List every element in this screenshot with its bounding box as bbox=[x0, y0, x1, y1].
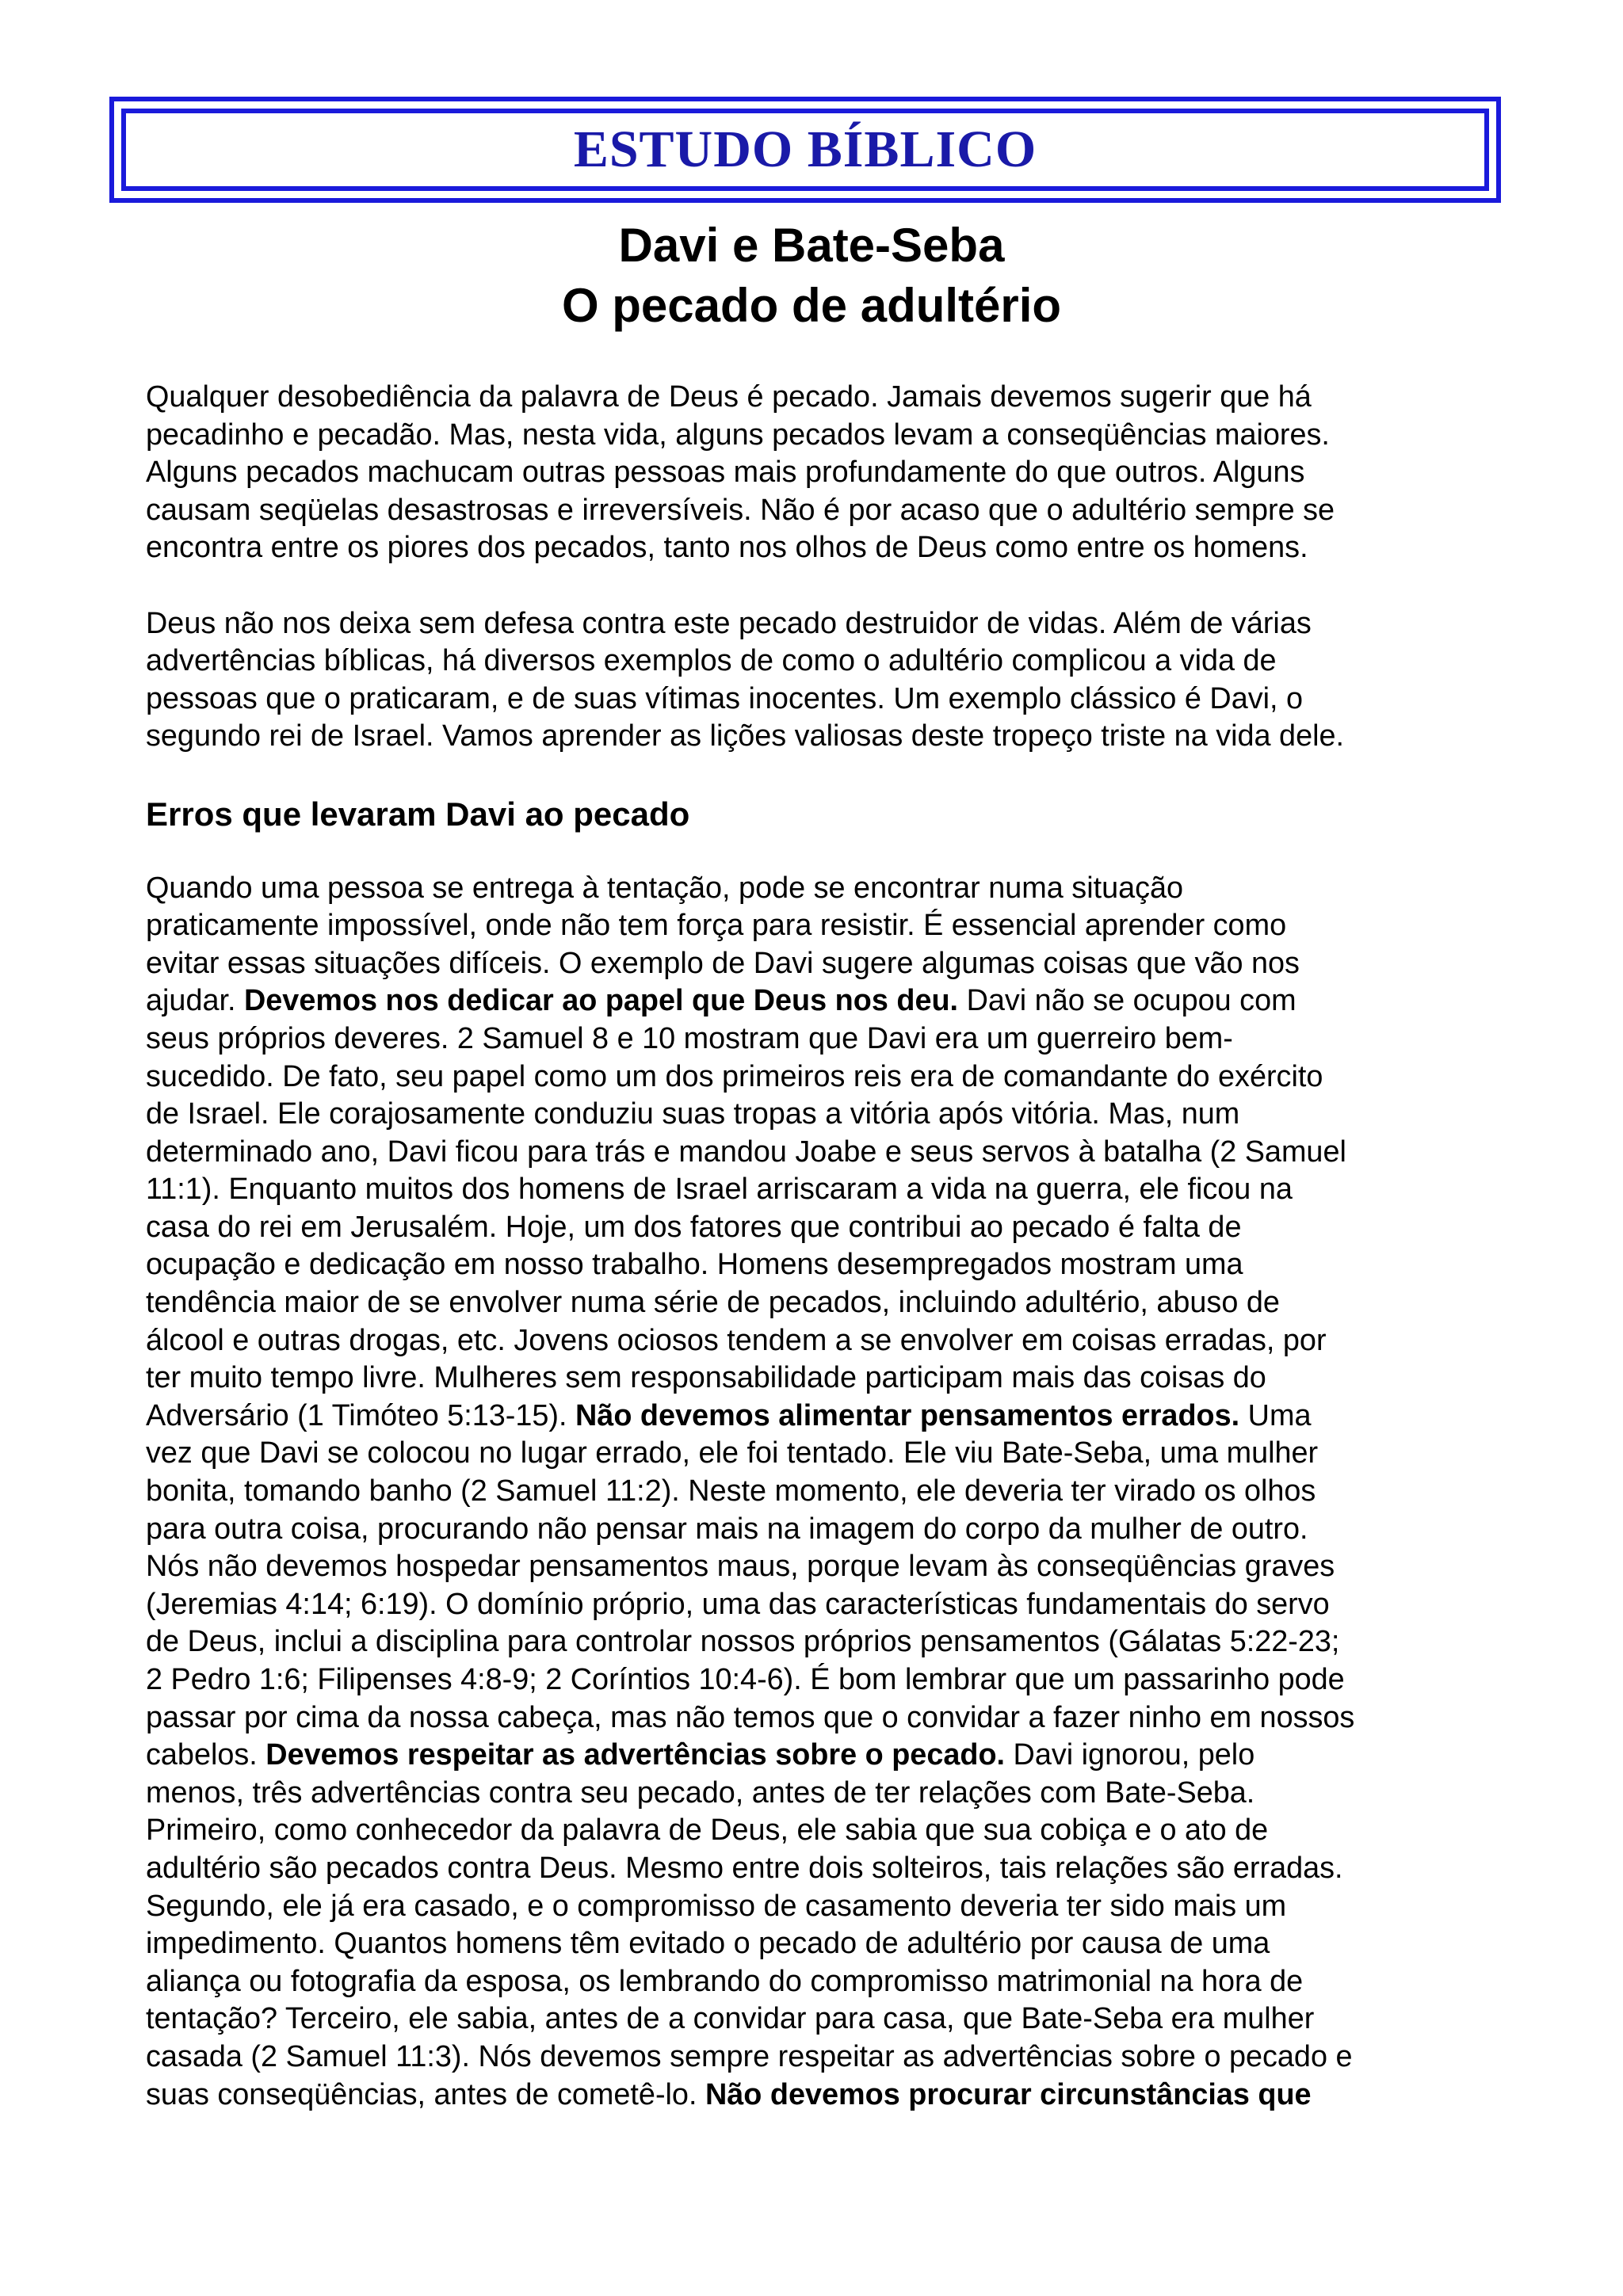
text-line: casada (2 Samuel 11:3). Nós devemos sempre respeitar as advertências sobre o pecado e bbox=[146, 2039, 1353, 2073]
header-inner-frame bbox=[121, 109, 1489, 191]
title-line-1: Davi e Bate-Seba bbox=[618, 219, 1005, 272]
text-line: impedimento. Quantos homens têm evitado o pecado de adultério por causa de uma bbox=[146, 1927, 1270, 1961]
text-line: Quando uma pessoa se entrega à tentação, pode se encontrar numa situação bbox=[146, 871, 1184, 905]
bold-point: Não devemos procurar circunstâncias que bbox=[705, 2077, 1312, 2111]
text-segment: cabelos. bbox=[146, 1738, 266, 1772]
document-title bbox=[0, 215, 1623, 336]
intro-paragraph-1 bbox=[146, 379, 1493, 567]
text-segment: Davi ignorou, pelo bbox=[1005, 1738, 1255, 1772]
text-line bbox=[146, 2077, 1493, 2115]
text-line: determinado ano, Davi ficou para trás e mandou Joabe e seus servos à batalha (2 Samuel bbox=[146, 1135, 1346, 1169]
text-line: segundo rei de Israel. Vamos aprender as lições valiosas deste tropeço triste na vida dele. bbox=[146, 719, 1345, 753]
section-paragraph bbox=[146, 870, 1493, 2115]
text-line: Alguns pecados machucam outras pessoas mais profundamente do que outros. Alguns bbox=[146, 456, 1305, 490]
text-line: Deus não nos deixa sem defesa contra este pecado destruidor de vidas. Além de várias bbox=[146, 606, 1312, 640]
text-line: para outra coisa, procurando não pensar mais na imagem do corpo da mulher de outro. bbox=[146, 1512, 1308, 1546]
text-line: advertências bíblicas, há diversos exemplos de como o adultério complicou a vida de bbox=[146, 644, 1277, 678]
text-segment: Uma bbox=[1239, 1398, 1312, 1432]
text-line: aliança ou fotografia da esposa, os lembrando do compromisso matrimonial na hora de bbox=[146, 1964, 1304, 1998]
text-line: ter muito tempo livre. Mulheres sem responsabilidade participam mais das coisas do bbox=[146, 1361, 1266, 1395]
text-line bbox=[146, 982, 1493, 1020]
text-line: praticamente impossível, onde não tem força para resistir. É essencial aprender como bbox=[146, 909, 1287, 943]
text-segment: Davi não se ocupou com bbox=[958, 984, 1296, 1018]
text-line: bonita, tomando banho (2 Samuel 11:2). Neste momento, ele deveria ter virado os olhos bbox=[146, 1474, 1316, 1508]
text-line: seus próprios deveres. 2 Samuel 8 e 10 mostram que Davi era um guerreiro bem- bbox=[146, 1021, 1233, 1055]
text-line: 2 Pedro 1:6; Filipenses 4:8-9; 2 Coríntios 10:4-6). É bom lembrar que um passarinho pode bbox=[146, 1663, 1345, 1696]
text-line: ocupação e dedicação em nosso trabalho. Homens desempregados mostram uma bbox=[146, 1248, 1243, 1282]
text-line: álcool e outras drogas, etc. Jovens ociosos tendem a se envolver em coisas erradas, por bbox=[146, 1323, 1327, 1357]
intro-paragraph-2 bbox=[146, 605, 1493, 756]
text-line bbox=[146, 1398, 1493, 1436]
text-line: evitar essas situações difíceis. O exemplo de Davi sugere algumas coisas que vão nos bbox=[146, 946, 1300, 980]
text-line: causam seqüelas desastrosas e irreversíveis. Não é por acaso que o adultério sempre se bbox=[146, 493, 1335, 527]
text-line: Nós não devemos hospedar pensamentos maus, porque levam às conseqüências graves bbox=[146, 1550, 1335, 1584]
text-line: tendência maior de se envolver numa série de pecados, incluindo adultério, abuso de bbox=[146, 1286, 1280, 1320]
text-segment: Adversário (1 Timóteo 5:13-15). bbox=[146, 1398, 576, 1432]
text-line: de Deus, inclui a disciplina para controlar nossos próprios pensamentos (Gálatas 5:22-23; bbox=[146, 1625, 1340, 1659]
text-line: (Jeremias 4:14; 6:19). O domínio próprio, uma das características fundamentais do servo bbox=[146, 1587, 1330, 1621]
text-line: 11:1). Enquanto muitos dos homens de Israel arriscaram a vida na guerra, ele ficou na bbox=[146, 1173, 1293, 1207]
text-line: Qualquer desobediência da palavra de Deus é pecado. Jamais devemos sugerir que há bbox=[146, 380, 1312, 414]
text-line: Primeiro, como conhecedor da palavra de Deus, ele sabia que sua cobiça e o ato de bbox=[146, 1814, 1269, 1848]
text-line: vez que Davi se colocou no lugar errado, ele foi tentado. Ele viu Bate-Seba, uma mulher bbox=[146, 1436, 1319, 1470]
text-segment: suas conseqüências, antes de cometê-lo. bbox=[146, 2077, 705, 2111]
text-line: passar por cima da nossa cabeça, mas não temos que o convidar a fazer ninho em nossos bbox=[146, 1700, 1355, 1734]
bold-point: Não devemos alimentar pensamentos errados. bbox=[575, 1398, 1240, 1432]
text-line: encontra entre os piores dos pecados, tanto nos olhos de Deus como entre os homens. bbox=[146, 531, 1308, 565]
text-line: adultério são pecados contra Deus. Mesmo entre dois solteiros, tais relações são erradas. bbox=[146, 1851, 1343, 1885]
text-line: pecadinho e pecadão. Mas, nesta vida, alguns pecados levam a conseqüências maiores. bbox=[146, 418, 1330, 452]
text-line bbox=[146, 1737, 1493, 1775]
document-body bbox=[146, 379, 1493, 2152]
text-segment: ajudar. bbox=[146, 984, 244, 1018]
header-title: ESTUDO BÍBLICO bbox=[573, 120, 1037, 178]
text-line: de Israel. Ele corajosamente conduziu suas tropas a vitória após vitória. Mas, num bbox=[146, 1097, 1240, 1131]
bold-point: Devemos respeitar as advertências sobre o pecado. bbox=[265, 1738, 1006, 1772]
text-line: tentação? Terceiro, ele sabia, antes de a convidar para casa, que Bate-Seba era mulher bbox=[146, 2002, 1315, 2036]
title-line-2: O pecado de adultério bbox=[561, 279, 1062, 332]
section-heading: Erros que levaram Davi ao pecado bbox=[146, 795, 690, 833]
text-line: sucedido. De fato, seu papel como um dos primeiros reis era de comandante do exército bbox=[146, 1059, 1323, 1093]
text-line: Segundo, ele já era casado, e o compromisso de casamento deveria ter sido mais um bbox=[146, 1889, 1287, 1923]
header-frame bbox=[109, 97, 1501, 203]
text-line: pessoas que o praticaram, e de suas vítimas inocentes. Um exemplo clássico é Davi, o bbox=[146, 681, 1304, 715]
text-line: menos, três advertências contra seu pecado, antes de ter relações com Bate-Seba. bbox=[146, 1775, 1255, 1810]
bold-point: Devemos nos dedicar ao papel que Deus nos deu. bbox=[243, 984, 959, 1018]
text-line: casa do rei em Jerusalém. Hoje, um dos fatores que contribui ao pecado é falta de bbox=[146, 1210, 1242, 1244]
